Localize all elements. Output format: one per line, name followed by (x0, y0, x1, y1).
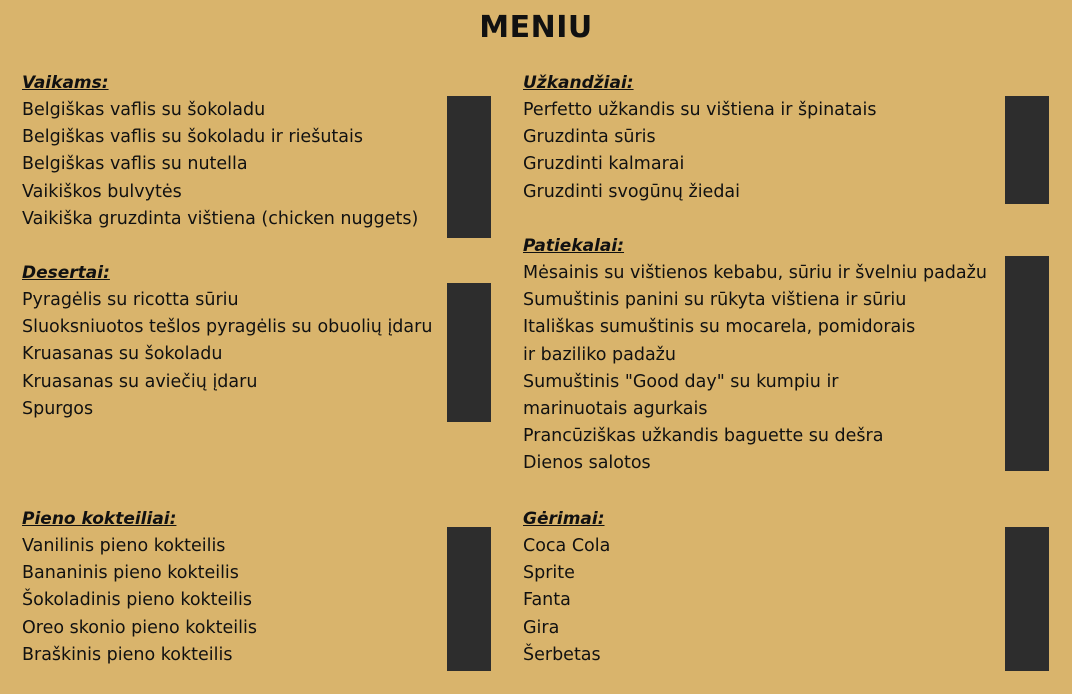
price-column-gerimai (1005, 527, 1049, 671)
section-heading: Desertai: (22, 263, 110, 283)
menu-item: Sumuštinis panini su rūkyta vištiena ir sūriu (523, 290, 907, 311)
menu-item: Vanilinis pieno kokteilis (22, 536, 226, 556)
section-vaikams (22, 70, 418, 233)
menu-item: Mėsainis su vištienos kebabu, sūriu ir švelniu padažu (523, 263, 987, 283)
menu-item: Gruzdinti svogūnų žiedai (523, 181, 741, 202)
section-desertai (22, 260, 432, 423)
menu-item: Sprite (523, 563, 575, 584)
menu-item: Itališkas sumuštinis su mocarela, pomidorais (523, 317, 916, 338)
menu-title: MENIU (479, 10, 593, 45)
menu-item: Belgiškas vaflis su šokoladu ir riešutais (22, 127, 363, 148)
menu-item: Dienos salotos (523, 453, 651, 474)
section-heading: Užkandžiai: (523, 73, 634, 93)
menu-item: Coca Cola (523, 536, 611, 556)
menu-item: Gruzdinti kalmarai (523, 154, 685, 175)
menu-item: Oreo skonio pieno kokteilis (22, 617, 257, 638)
price-column-vaikams (447, 96, 491, 238)
menu-item: Belgiškas vaflis su nutella (22, 154, 248, 175)
menu-item: Vaikiška gruzdinta vištiena (chicken nuggets) (22, 208, 419, 229)
section-heading: Pieno kokteiliai: (22, 509, 177, 529)
menu-item: Šokoladinis pieno kokteilis (22, 590, 253, 611)
menu-item: Prancūziškas užkandis baguette su dešra (523, 426, 884, 447)
price-column-uzkandziai (1005, 96, 1049, 204)
menu-item: Belgiškas vaflis su šokoladu (22, 100, 266, 120)
price-column-pieno-kokteiliai (447, 527, 491, 671)
section-heading: Gėrimai: (523, 509, 605, 529)
section-heading: Vaikams: (22, 73, 109, 93)
menu-item: Spurgos (22, 398, 94, 419)
menu-item: Gruzdinta sūris (523, 127, 656, 148)
price-column-patiekalai (1005, 256, 1049, 471)
section-gerimai (523, 506, 610, 669)
menu-item: Bananinis pieno kokteilis (22, 563, 239, 584)
section-patiekalai (523, 233, 987, 478)
menu-item: Gira (523, 617, 560, 638)
menu-item: marinuotais agurkais (523, 398, 708, 419)
section-pieno-kokteiliai (22, 506, 257, 669)
menu-item: Vaikiškos bulvytės (22, 181, 182, 202)
menu-item: Perfetto užkandis su vištiena ir špinatais (523, 100, 877, 120)
menu-item: Pyragėlis su ricotta sūriu (22, 290, 239, 310)
menu-item: Šerbetas (523, 644, 601, 665)
menu-item: Kruasanas su aviečių įdaru (22, 371, 258, 392)
menu-item: Braškinis pieno kokteilis (22, 644, 233, 665)
menu-item: Kruasanas su šokoladu (22, 344, 223, 365)
section-uzkandziai (523, 70, 876, 206)
section-heading: Patiekalai: (523, 236, 625, 256)
price-column-desertai (447, 283, 491, 422)
menu-item: ir baziliko padažu (523, 344, 676, 365)
menu-item: Sumuštinis "Good day" su kumpiu ir (523, 371, 839, 392)
menu-item: Sluoksniuotos tešlos pyragėlis su obuolių įdaru (22, 317, 433, 338)
menu-item: Fanta (523, 590, 571, 611)
